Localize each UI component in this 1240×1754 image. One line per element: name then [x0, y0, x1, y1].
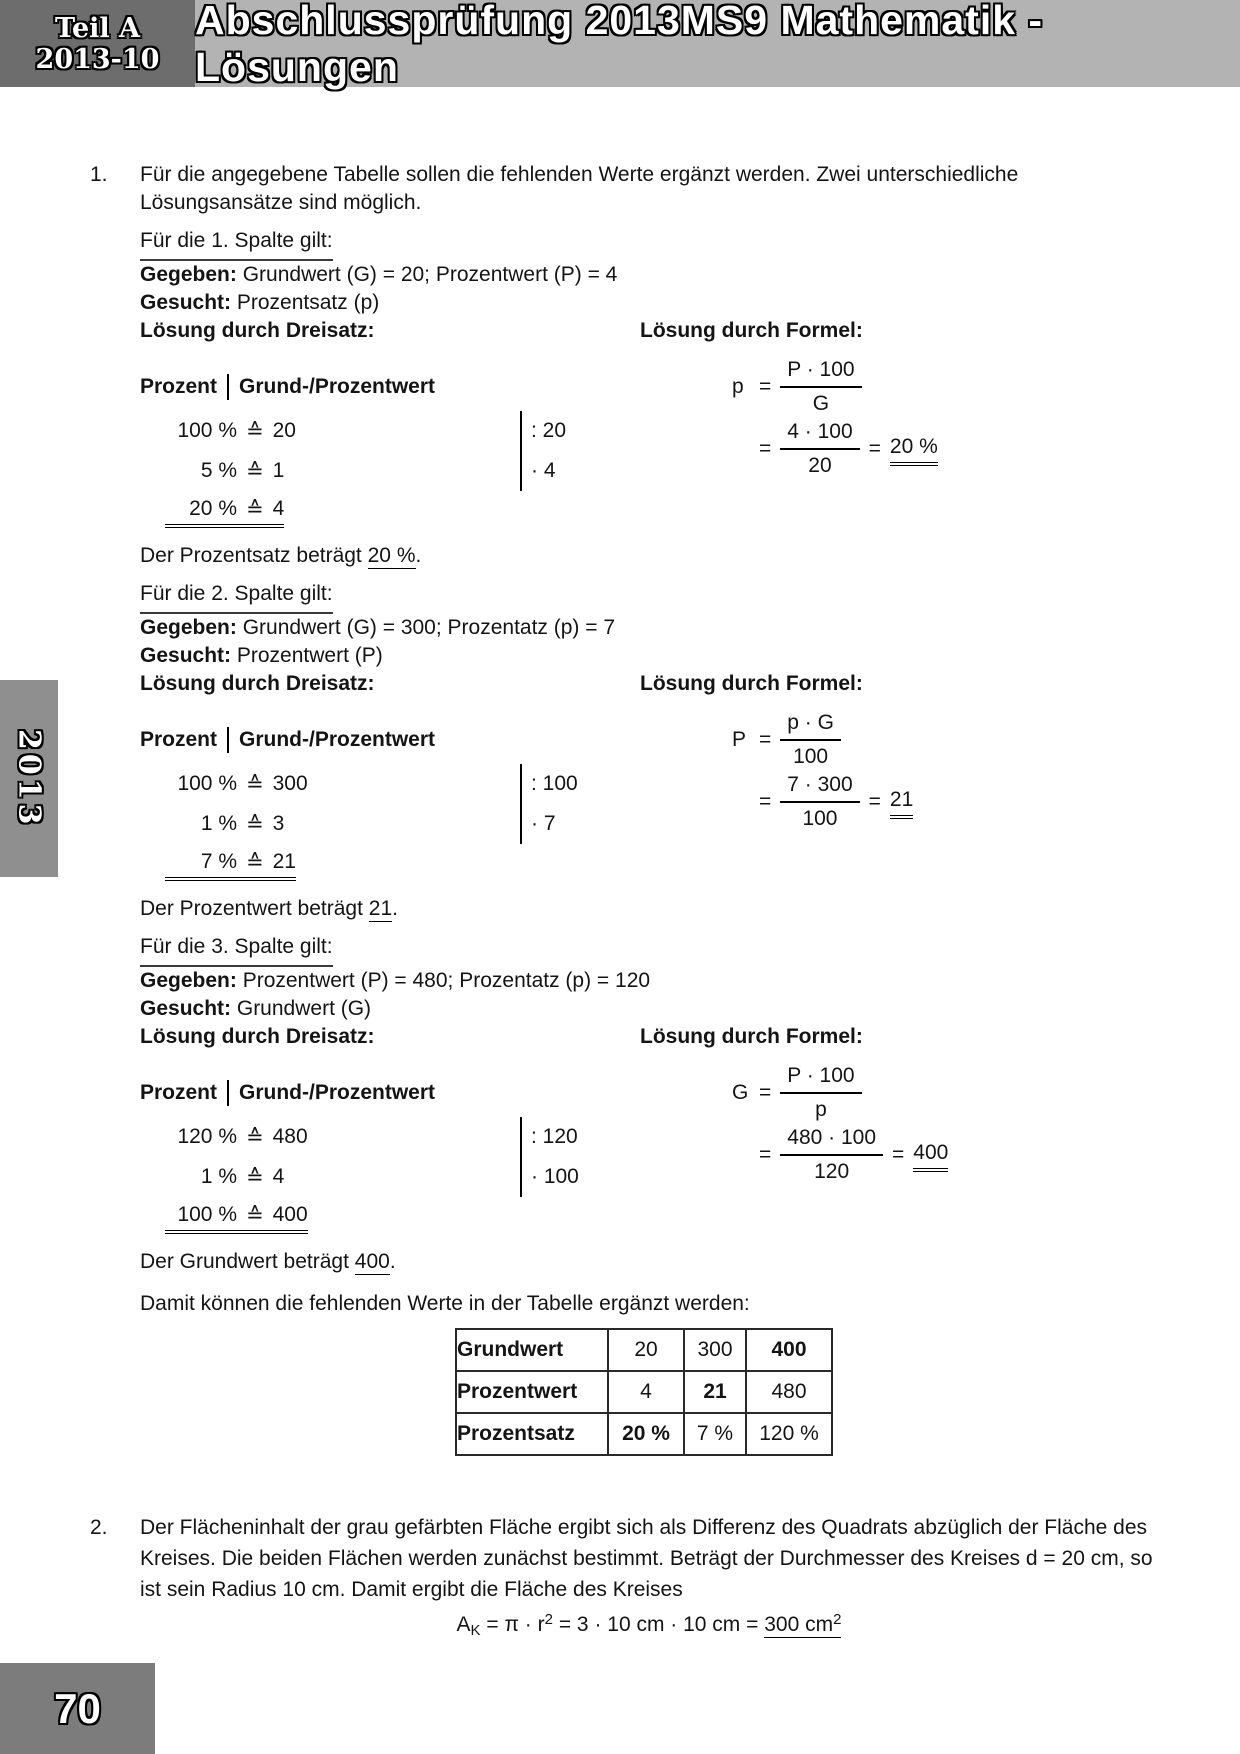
table-cell: 20 % [608, 1413, 684, 1455]
conclusion-value: 400 [354, 1250, 390, 1273]
dreisatz-header [140, 1079, 520, 1107]
table-cell: 21 [684, 1371, 746, 1413]
gesucht-label: Gesucht: [140, 291, 232, 314]
gesucht-text: Prozentsatz (p) [236, 291, 380, 314]
formula-result: 400 [913, 1141, 948, 1169]
gegeben-label: Gegeben: [140, 969, 237, 992]
operator-note: · 7 [520, 804, 556, 844]
row-value: 400 [272, 1203, 308, 1226]
section-heading: Für die 2. Spalte gilt: [140, 580, 333, 614]
dreisatz-col-left: Prozent [140, 1081, 218, 1104]
period: . [415, 544, 422, 567]
fraction-denominator: 20 [808, 454, 832, 477]
row-value: 1 [272, 459, 285, 482]
table-row-label: Grundwert [456, 1329, 608, 1371]
corresponds-symbol: ≙ [246, 772, 264, 796]
operator-column [520, 1079, 660, 1197]
equals-sign: = [759, 1143, 772, 1166]
content [90, 87, 1158, 1648]
item-2-number: 2. [90, 1516, 108, 1539]
corresponds-symbol: ≙ [246, 459, 264, 483]
row-value: 480 [272, 1125, 308, 1148]
formula-solution [660, 357, 1158, 481]
double-underlined-result [165, 497, 284, 525]
page-title: Abschlussprüfung 2013MS9 Mathematik - Lösungen [195, 0, 1044, 90]
operator-note: : 120 [520, 1117, 578, 1157]
year-side-tab [0, 680, 58, 877]
corresponds-symbol: ≙ [246, 812, 264, 836]
operator-column [520, 373, 660, 491]
gesucht-line [140, 289, 1158, 317]
fraction-denominator: 100 [793, 745, 829, 768]
dreisatz-row [140, 1157, 520, 1197]
dreisatz-row-result [140, 491, 520, 531]
fraction [780, 710, 841, 770]
conclusion-line [140, 542, 1158, 570]
row-value: 4 [272, 1165, 285, 1188]
fraction [780, 1125, 883, 1185]
row-percent: 100 % [177, 772, 237, 795]
row-percent: 5 % [200, 459, 237, 482]
table-cell: 480 [746, 1371, 832, 1413]
item-1-intro [90, 161, 1158, 217]
dreisatz-heading: Lösung durch Dreisatz: [140, 672, 375, 695]
row-value: 3 [272, 812, 285, 835]
formula-symbol: A [456, 1613, 471, 1636]
fraction-denominator: 100 [802, 807, 838, 830]
operator-note: · 100 [520, 1157, 579, 1197]
formula-result: 21 [890, 788, 913, 816]
operator-note: : 20 [520, 411, 566, 451]
formula-lhs: p [732, 375, 744, 398]
fraction [780, 419, 859, 479]
dreisatz-row [140, 411, 520, 451]
table-cell: 7 % [684, 1413, 746, 1455]
fraction-numerator: 4 · 100 [780, 419, 859, 450]
dreisatz-header [140, 373, 520, 401]
table-cell: 400 [746, 1329, 832, 1371]
section-heading: Für die 3. Spalte gilt: [140, 933, 333, 967]
table-intro: Damit können die fehlenden Werte in der Tabelle ergänzt werden: [140, 1292, 750, 1315]
double-underlined-result [165, 1203, 308, 1231]
gesucht-label: Gesucht: [140, 644, 232, 667]
row-percent: 7 % [200, 850, 237, 873]
formula-part: = 3 · 10 cm · 10 cm = [558, 1613, 759, 1636]
table-row-label: Prozentwert [456, 1371, 608, 1413]
row-value: 21 [272, 850, 296, 873]
circle-area-formula [140, 1603, 1158, 1648]
section-heading-line [140, 227, 1158, 261]
row-percent: 120 % [177, 1125, 237, 1148]
conclusion-line [140, 895, 1158, 923]
dreisatz-table [140, 1079, 520, 1237]
gegeben-text: Grundwert (G) = 300; Prozentatz (p) = 7 [242, 616, 616, 639]
table-cell: 120 % [746, 1413, 832, 1455]
page-number-box [0, 1663, 155, 1754]
fraction-numerator: P · 100 [780, 1063, 861, 1094]
fraction-numerator: P · 100 [780, 357, 861, 388]
fraction [780, 772, 859, 832]
operator-note: · 4 [520, 451, 556, 491]
column-divider [227, 374, 229, 400]
conclusion-value: 20 % [367, 544, 416, 567]
row-percent: 20 % [189, 497, 237, 520]
formula-part: = π · r [486, 1613, 545, 1636]
formula-line-1 [732, 710, 1158, 770]
equals-sign: = [759, 1081, 772, 1104]
equals-sign: = [759, 375, 772, 398]
row-percent: 100 % [177, 419, 237, 442]
dreisatz-col-right: Grund-/Prozentwert [239, 375, 436, 398]
gesucht-text: Grundwert (G) [236, 997, 372, 1020]
header-corner-tab [0, 0, 195, 87]
dreisatz-row [140, 764, 520, 804]
section-heading-line [140, 933, 1158, 967]
dreisatz-row [140, 1117, 520, 1157]
solution-headings [140, 670, 1158, 698]
dreisatz-row-result [140, 1197, 520, 1237]
fraction-numerator: p · G [780, 710, 841, 741]
table-cell: 4 [608, 1371, 684, 1413]
gegeben-text: Prozentwert (P) = 480; Prozentatz (p) = 120 [242, 969, 651, 992]
equals-sign: = [892, 1143, 905, 1166]
fraction [780, 357, 861, 417]
gegeben-label: Gegeben: [140, 263, 237, 286]
fraction-denominator: p [815, 1098, 827, 1121]
corresponds-symbol: ≙ [246, 1125, 264, 1149]
gesucht-line [140, 642, 1158, 670]
table-row [456, 1371, 832, 1413]
corresponds-symbol: ≙ [246, 850, 264, 874]
result-table [455, 1328, 833, 1456]
item-1-intro-text: Für die angegebene Tabelle sollen die fehlenden Werte ergänzt werden. Zwei unterschiedliche Lösungsansätze sind möglich. [140, 163, 1019, 214]
conclusion-line [140, 1248, 1158, 1276]
dreisatz-col-right: Grund-/Prozentwert [239, 728, 436, 751]
conclusion-text: Der Grundwert beträgt [140, 1250, 349, 1273]
row-percent: 1 % [200, 1165, 237, 1188]
corresponds-symbol: ≙ [246, 497, 264, 521]
equals-sign: = [759, 790, 772, 813]
fraction-numerator: 480 · 100 [780, 1125, 883, 1156]
period: . [389, 1250, 396, 1273]
year-side-tab-label: 2013 [11, 728, 47, 829]
gegeben-label: Gegeben: [140, 616, 237, 639]
equals-sign: = [759, 728, 772, 751]
dreisatz-col-left: Prozent [140, 728, 218, 751]
formula-subscript: K [470, 1622, 481, 1639]
formula-superscript: 2 [833, 1611, 842, 1628]
gesucht-label: Gesucht: [140, 997, 232, 1020]
fraction-denominator: 120 [814, 1160, 850, 1183]
fraction-numerator: 7 · 300 [780, 772, 859, 803]
section-heading: Für die 1. Spalte gilt: [140, 227, 333, 261]
formula-line-1 [732, 1063, 1158, 1123]
formula-line-2 [732, 1125, 1158, 1185]
dreisatz-col-left: Prozent [140, 375, 218, 398]
equals-sign: = [868, 790, 881, 813]
formula-result [764, 1613, 841, 1638]
item-2-text: Der Flächeninhalt der grau gefärbten Fläche ergibt sich als Differenz des Quadrats abzüglich der Fläche des Kreises. Die beiden Flächen werden zunächst bestimmt. Beträgt der Durchmesser des Kreises d = 20 cm, so ist sein Radius 10 cm. Damit ergibt die Fläche des Kreises [140, 1516, 1153, 1601]
formula-solution [660, 1063, 1158, 1187]
column-divider [227, 1080, 229, 1106]
header-tab-line2: 2013-10 [35, 43, 160, 75]
corresponds-symbol: ≙ [246, 1203, 264, 1227]
table-row [456, 1329, 832, 1371]
gesucht-text: Prozentwert (P) [236, 644, 383, 667]
row-value: 20 [272, 419, 296, 442]
gegeben-line [140, 967, 1158, 995]
operator-note: : 100 [520, 764, 578, 804]
table-row [456, 1413, 832, 1455]
section-heading-line [140, 580, 1158, 614]
corresponds-symbol: ≙ [246, 419, 264, 443]
formula-result: 20 % [890, 435, 938, 463]
formel-heading: Lösung durch Formel: [640, 319, 863, 342]
dreisatz-row-result [140, 844, 520, 884]
dreisatz-heading: Lösung durch Dreisatz: [140, 319, 375, 342]
period: . [392, 897, 398, 920]
equals-sign: = [759, 437, 772, 460]
formel-heading: Lösung durch Formel: [640, 672, 863, 695]
conclusion-text: Der Prozentwert beträgt [140, 897, 363, 920]
dreisatz-row [140, 804, 520, 844]
table-row-label: Prozentsatz [456, 1413, 608, 1455]
formula-result-value: 300 cm [764, 1613, 834, 1636]
dreisatz-table [140, 373, 520, 531]
formula-superscript: 2 [544, 1611, 553, 1628]
row-value: 300 [272, 772, 308, 795]
dreisatz-col-right: Grund-/Prozentwert [239, 1081, 436, 1104]
fraction [780, 1063, 861, 1123]
table-cell: 20 [608, 1329, 684, 1371]
fraction-denominator: G [812, 392, 830, 415]
formula-line-1 [732, 357, 1158, 417]
conclusion-text: Der Prozentsatz beträgt [140, 544, 362, 567]
formel-heading: Lösung durch Formel: [640, 1025, 863, 1048]
corresponds-symbol: ≙ [246, 1165, 264, 1189]
double-underlined-result [165, 850, 296, 878]
gesucht-line [140, 995, 1158, 1023]
formula-line-2 [732, 419, 1158, 479]
gegeben-line [140, 614, 1158, 642]
formula-solution [660, 710, 1158, 834]
formula-lhs: G [732, 1081, 749, 1104]
header-tab-line1: Teil A [54, 12, 141, 44]
row-percent: 1 % [200, 812, 237, 835]
gegeben-text: Grundwert (G) = 20; Prozentwert (P) = 4 [242, 263, 618, 286]
item-2-paragraph [90, 1512, 1158, 1605]
dreisatz-row [140, 451, 520, 491]
page-number: 70 [54, 1684, 101, 1732]
row-percent: 100 % [177, 1203, 237, 1226]
dreisatz-header [140, 726, 520, 754]
solution-headings [140, 317, 1158, 345]
conclusion-value: 21 [368, 897, 393, 920]
formula-lhs: P [732, 728, 747, 751]
column-divider [227, 727, 229, 753]
gegeben-line [140, 261, 1158, 289]
row-value: 4 [272, 497, 285, 520]
equals-sign: = [868, 437, 881, 460]
dreisatz-heading: Lösung durch Dreisatz: [140, 1025, 375, 1048]
item-1-number: 1. [90, 163, 108, 186]
operator-column [520, 726, 660, 844]
dreisatz-table [140, 726, 520, 884]
table-cell: 300 [684, 1329, 746, 1371]
formula-line-2 [732, 772, 1158, 832]
solution-headings [140, 1023, 1158, 1051]
